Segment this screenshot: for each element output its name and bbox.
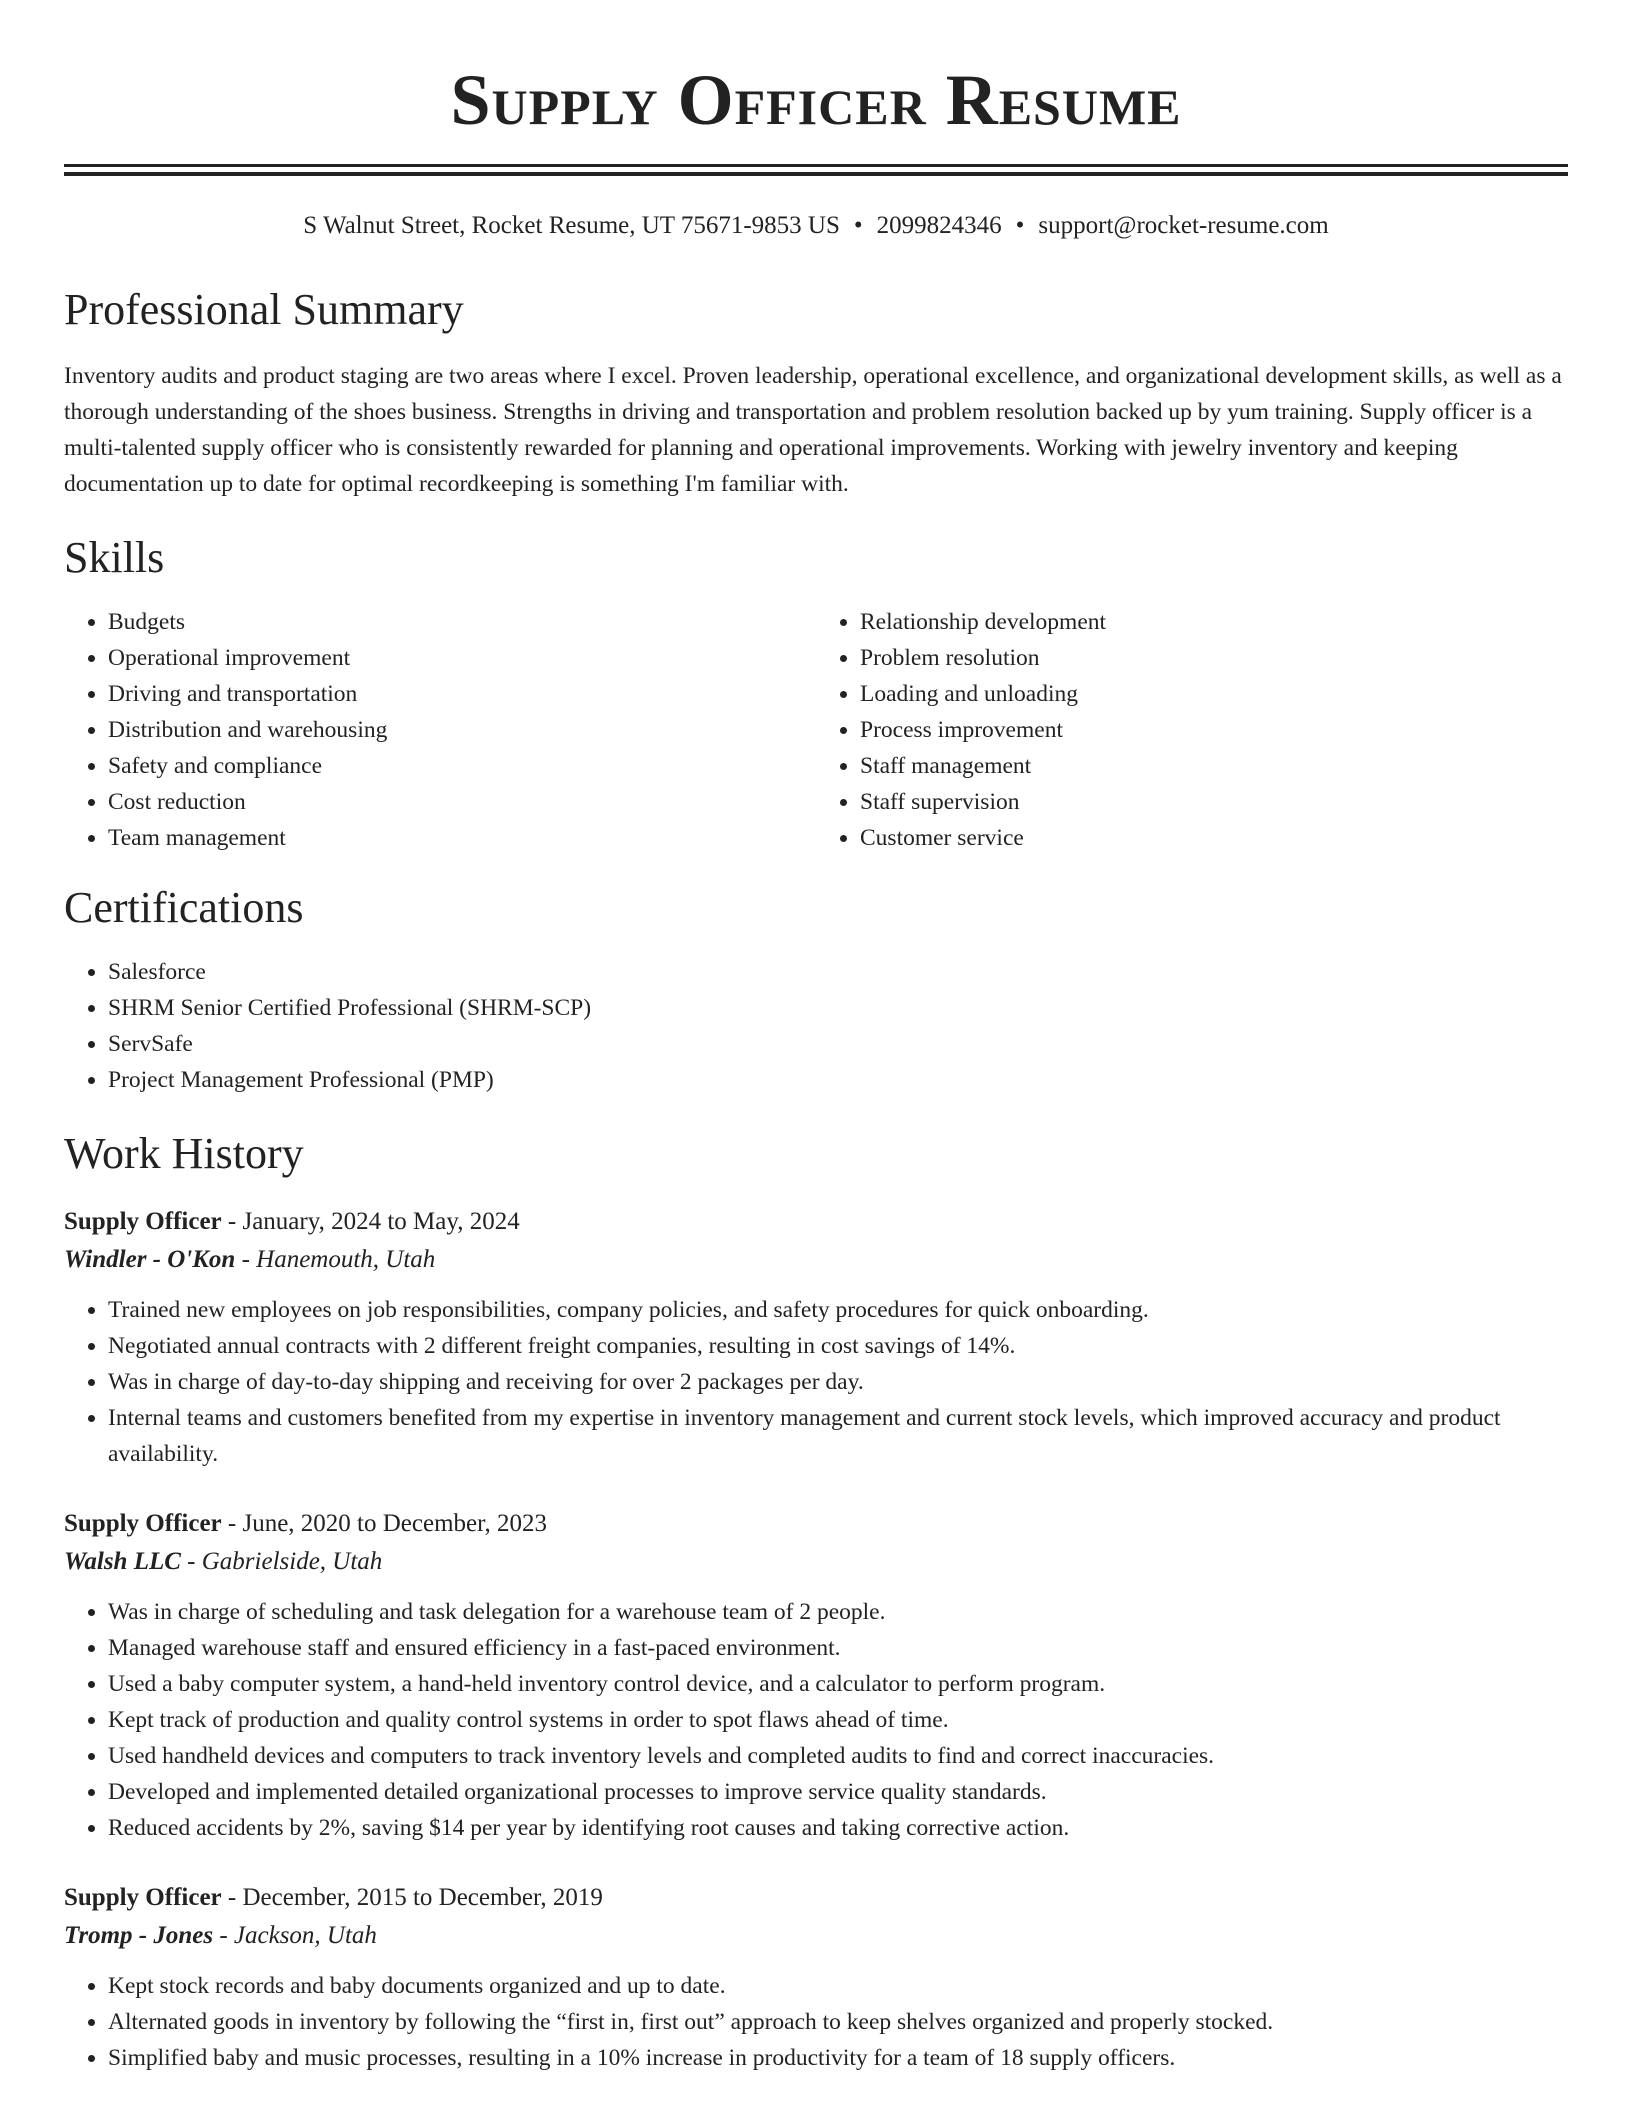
job-entry (64, 1880, 1568, 2076)
job-bullet: • Kept stock records and baby documents organized and up to date. (108, 1968, 1568, 2004)
job-company: Tromp - Jones (64, 1922, 214, 1949)
job-bullets (64, 1968, 1568, 2076)
job-bullet: • Developed and implemented detailed organizational processes to improve service quality standards. (108, 1774, 1568, 1810)
skill-item: • Budgets (108, 604, 816, 640)
skill-item: • Operational improvement (108, 640, 816, 676)
skill-item: • Driving and transportation (108, 676, 816, 712)
skill-item: • Relationship development (860, 604, 1568, 640)
skill-item: • Safety and compliance (108, 748, 816, 784)
skill-item: • Problem resolution (860, 640, 1568, 676)
job-title: Supply Officer (64, 1208, 222, 1235)
certification-item: • Project Management Professional (PMP) (108, 1062, 1568, 1098)
contact-email: support@rocket-resume.com (1038, 212, 1329, 239)
certifications-list (64, 954, 1568, 1098)
job-bullet: • Alternated goods in inventory by following the “first in, first out” approach to keep shelves organized and properly stocked. (108, 2004, 1568, 2040)
job-title: Supply Officer (64, 1884, 222, 1911)
job-dates: - December, 2015 to December, 2019 (221, 1884, 603, 1911)
job-bullet: • Reduced accidents by 2%, saving $14 per year by identifying root causes and taking corrective action. (108, 1810, 1568, 1846)
certifications-heading: Certifications (64, 883, 304, 932)
job-bullet: • Trained new employees on job responsibilities, company policies, and safety procedures for quick onboarding. (108, 1292, 1568, 1328)
job-title-line (64, 1506, 1568, 1542)
job-bullet: • Used handheld devices and computers to track inventory levels and completed audits to find and correct inaccuracies. (108, 1738, 1568, 1774)
job-bullet: • Was in charge of scheduling and task delegation for a warehouse team of 2 people. (108, 1594, 1568, 1630)
job-dates: - June, 2020 to December, 2023 (221, 1510, 547, 1537)
job-bullets (64, 1292, 1568, 1472)
job-company-line (64, 1542, 1568, 1582)
skill-item: • Staff management (860, 748, 1568, 784)
job-location: - Jackson, Utah (213, 1922, 377, 1949)
job-bullets (64, 1594, 1568, 1846)
job-bullet: • Kept track of production and quality control systems in order to spot flaws ahead of time. (108, 1702, 1568, 1738)
contact-separator: • (1015, 212, 1025, 239)
certification-item: • Salesforce (108, 954, 1568, 990)
job-location: - Hanemouth, Utah (235, 1246, 436, 1273)
certification-item: • ServSafe (108, 1026, 1568, 1062)
summary-heading: Professional Summary (64, 285, 464, 334)
work-history-heading: Work History (64, 1129, 304, 1178)
job-bullet: • Negotiated annual contracts with 2 different freight companies, resulting in cost savings of 14%. (108, 1328, 1568, 1364)
job-bullet: • Managed warehouse staff and ensured efficiency in a fast-paced environment. (108, 1630, 1568, 1666)
job-dates: - January, 2024 to May, 2024 (221, 1208, 520, 1235)
skills-list-left (64, 604, 816, 856)
job-company-line (64, 1240, 1568, 1280)
title-double-rule (64, 164, 1568, 176)
skill-item: • Cost reduction (108, 784, 816, 820)
skill-item: • Process improvement (860, 712, 1568, 748)
job-company: Windler - O'Kon (64, 1246, 236, 1273)
job-bullet: • Simplified baby and music processes, resulting in a 10% increase in productivity for a team of 18 supply officers. (108, 2040, 1568, 2076)
contact-phone: 2099824346 (876, 212, 1002, 239)
job-entry (64, 1204, 1568, 1472)
job-title: Supply Officer (64, 1510, 222, 1537)
contact-address: S Walnut Street, Rocket Resume, UT 75671-9853 US (303, 212, 840, 239)
skill-item: • Staff supervision (860, 784, 1568, 820)
resume-page (64, 0, 1568, 2076)
skill-item: • Team management (108, 820, 816, 856)
job-title-line (64, 1204, 1568, 1240)
job-bullet: • Used a baby computer system, a hand-held inventory control device, and a calculator to perform program. (108, 1666, 1568, 1702)
summary-text: Inventory audits and product staging are two areas where I excel. Proven leadership, operational excellence, and organizational development skills, as well as a thorough understanding of the shoes business. Strengths in driving and transportation and problem resolution backed up by yum training. Supply officer is a multi-talented supply officer who is consistently rewarded for planning and operational improvements. Working with jewelry inventory and keeping documentation up to date for optimal recordkeeping is something I'm familiar with. (64, 363, 1562, 497)
job-location: - Gabrielside, Utah (180, 1548, 383, 1575)
skill-item: • Loading and unloading (860, 676, 1568, 712)
skill-item: • Distribution and warehousing (108, 712, 816, 748)
job-company: Walsh LLC (64, 1548, 181, 1575)
skills-heading: Skills (64, 533, 165, 582)
skills-list-right (816, 604, 1568, 856)
job-title-line (64, 1880, 1568, 1916)
resume-title: Supply Officer Resume (450, 60, 1182, 140)
job-bullet: • Internal teams and customers benefited from my expertise in inventory management and current stock levels, which improved accuracy and product availability. (108, 1400, 1568, 1472)
contact-line (64, 210, 1568, 242)
skills-columns (64, 604, 1568, 856)
certification-item: • SHRM Senior Certified Professional (SHRM-SCP) (108, 990, 1568, 1026)
job-bullet: • Was in charge of day-to-day shipping and receiving for over 2 packages per day. (108, 1364, 1568, 1400)
job-company-line (64, 1916, 1568, 1956)
job-entry (64, 1506, 1568, 1846)
contact-separator: • (853, 212, 863, 239)
skill-item: • Customer service (860, 820, 1568, 856)
